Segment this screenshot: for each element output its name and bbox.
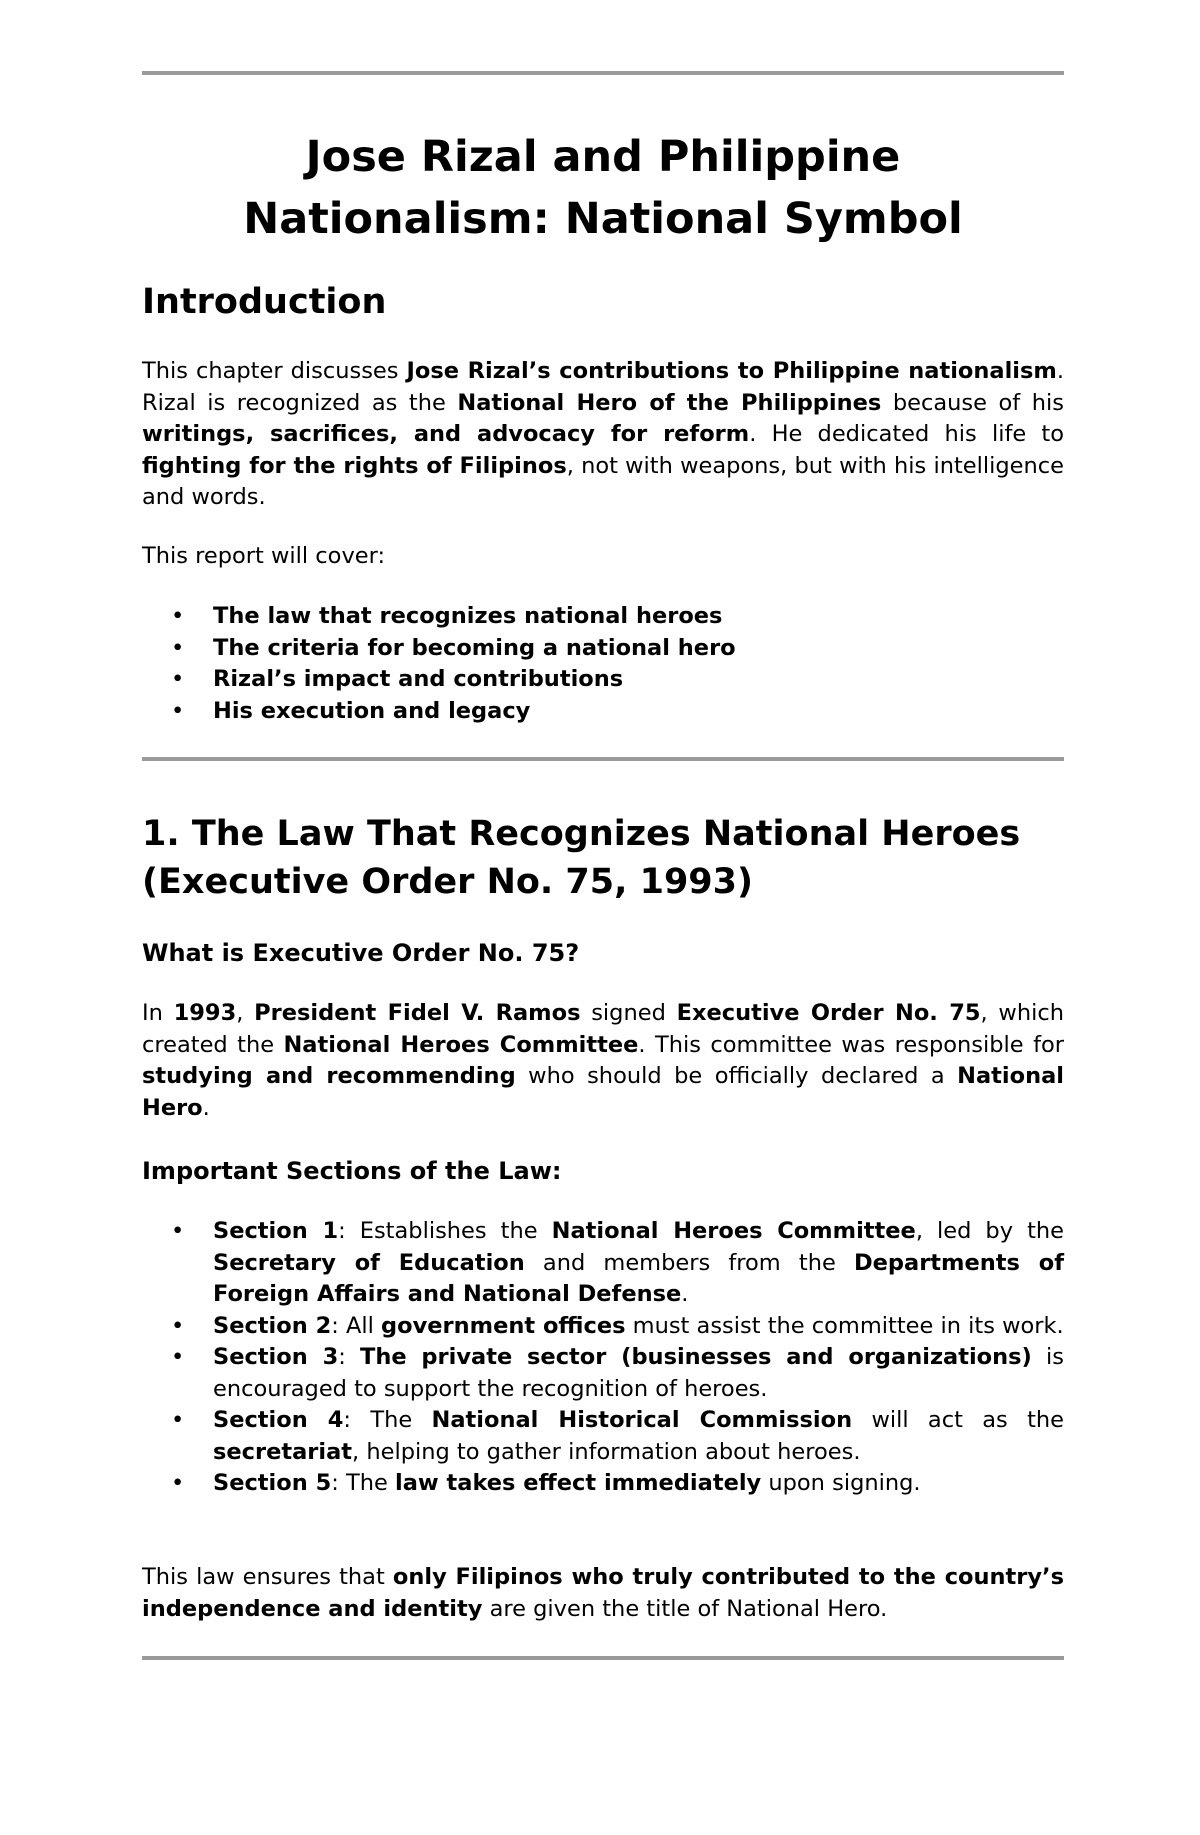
bullet-icon: • — [171, 1470, 185, 1496]
list-item — [142, 1405, 1064, 1468]
middle-divider — [142, 757, 1064, 761]
section-bold: secretariat — [213, 1438, 353, 1465]
closing-text-1: This law ensures that — [142, 1564, 393, 1590]
eo-text-4: , which created the — [142, 1000, 1064, 1058]
eo-text-7: . — [202, 1094, 210, 1121]
document-title — [142, 126, 1064, 250]
list-item — [142, 1342, 1064, 1405]
title-line-1: Jose Rizal and Philippine — [305, 132, 901, 182]
section-label: Section 1 — [213, 1218, 339, 1244]
section-text: will act as the — [852, 1407, 1064, 1433]
section-bold: Departments of Foreign Affairs and National Defense — [213, 1249, 1065, 1307]
section-1-heading — [142, 810, 1064, 906]
section-text: : Establishes the — [338, 1218, 552, 1244]
report-cover-intro: This report will cover: — [142, 543, 386, 569]
closing-bold-1: only Filipinos who truly contributed to the country’s independence and identity — [142, 1564, 1064, 1622]
list-item-text: His execution and legacy — [213, 697, 531, 724]
section-text: upon signing. — [761, 1470, 921, 1496]
introduction-heading: Introduction — [142, 282, 387, 322]
intro-bold-3: writings, sacrifices, and advocacy for reform — [142, 421, 750, 447]
executive-order-paragraph — [142, 998, 1064, 1124]
important-sections-heading: Important Sections of the Law: — [142, 1157, 562, 1185]
section-text: , led by the — [915, 1218, 1064, 1244]
bullet-icon: • — [171, 603, 185, 629]
list-item — [142, 664, 1064, 696]
title-line-2: Nationalism: National Symbol — [243, 194, 963, 244]
list-item — [142, 696, 1064, 728]
closing-paragraph — [142, 1562, 1064, 1625]
bullet-icon: • — [171, 634, 185, 661]
eo-bold-1: 1993 — [173, 1000, 237, 1026]
section-bold: The private sector (businesses and organizations) — [359, 1344, 1032, 1370]
intro-bold-4: fighting for the rights of Filipinos — [142, 452, 567, 479]
eo-bold-4: National Heroes Committee — [283, 1031, 639, 1058]
eo-bold-2: President Fidel V. Ramos — [254, 1000, 581, 1026]
section-text: and members from the — [524, 1249, 854, 1276]
section-text: : The — [331, 1470, 395, 1496]
section-bold: law takes effect immediately — [394, 1470, 762, 1496]
section-text: : All — [331, 1312, 382, 1339]
eo-text-5: . This committee was responsible for — [638, 1031, 1065, 1058]
section-bold: Secretary of Education — [213, 1249, 525, 1276]
bullet-icon: • — [171, 1344, 185, 1370]
list-item-text: Rizal’s impact and contributions — [213, 666, 624, 692]
section-label: Section 5 — [213, 1470, 332, 1496]
eo-text-3: signed — [580, 1000, 677, 1026]
intro-text-5: , not with weapons, but with his intelligence and words. — [142, 452, 1064, 510]
intro-text-1: This chapter discusses — [142, 358, 407, 384]
intro-bold-2: National Hero of the Philippines — [457, 389, 882, 416]
bullet-icon: • — [171, 666, 185, 692]
list-item-text: The criteria for becoming a national hero — [213, 634, 736, 661]
closing-text-2: are given the title of National Hero. — [482, 1595, 888, 1622]
report-cover-list — [142, 601, 1064, 727]
eo-text-2: , — [236, 1000, 255, 1026]
list-item — [142, 1468, 1064, 1500]
section-bold: National Historical Commission — [431, 1407, 853, 1433]
bullet-icon: • — [171, 697, 185, 724]
eo-bold-5: studying and recommending — [142, 1063, 516, 1089]
intro-text-4: . He dedicated his life to — [749, 421, 1064, 447]
list-item-text: The law that recognizes national heroes — [213, 603, 723, 629]
section-text: is encouraged to support the recognition of heroes. — [213, 1344, 1064, 1402]
section-bold: government offices — [381, 1312, 626, 1339]
bullet-icon: • — [171, 1312, 185, 1339]
list-item — [142, 1216, 1064, 1311]
bullet-icon: • — [171, 1218, 185, 1244]
eo-text-6: who should be officially declared a — [515, 1063, 958, 1089]
section-text: : — [338, 1344, 360, 1370]
list-item — [142, 633, 1064, 665]
section-label: Section 4 — [213, 1407, 344, 1433]
eo-bold-3: Executive Order No. 75 — [676, 1000, 981, 1026]
eo-bold-6: National Hero — [142, 1063, 1064, 1121]
list-item — [142, 1311, 1064, 1343]
section-text: must assist the committee in its work. — [625, 1312, 1064, 1339]
section-text: . — [681, 1281, 689, 1307]
section-text: , helping to gather information about heroes. — [352, 1438, 861, 1465]
bottom-divider — [142, 1656, 1064, 1660]
section-label: Section 2 — [213, 1312, 332, 1339]
intro-bold-1: Jose Rizal’s contributions to Philippine nationalism — [406, 358, 1057, 384]
introduction-paragraph — [142, 356, 1064, 514]
law-sections-list — [142, 1216, 1064, 1500]
section-1-heading-line-2: (Executive Order No. 75, 1993) — [142, 862, 754, 902]
eo-text-1: In — [142, 1000, 174, 1026]
what-is-eo-heading: What is Executive Order No. 75? — [142, 939, 580, 967]
intro-text-3: because of his — [881, 389, 1064, 416]
section-text: : The — [343, 1407, 432, 1433]
section-label: Section 3 — [213, 1344, 339, 1370]
list-item — [142, 601, 1064, 633]
section-1-heading-line-1: 1. The Law That Recognizes National Heroes — [142, 814, 1021, 854]
intro-text-2: . Rizal is recognized as the — [142, 358, 1065, 416]
bullet-icon: • — [171, 1407, 185, 1433]
section-bold: National Heroes Committee — [551, 1218, 916, 1244]
top-divider — [142, 71, 1064, 75]
